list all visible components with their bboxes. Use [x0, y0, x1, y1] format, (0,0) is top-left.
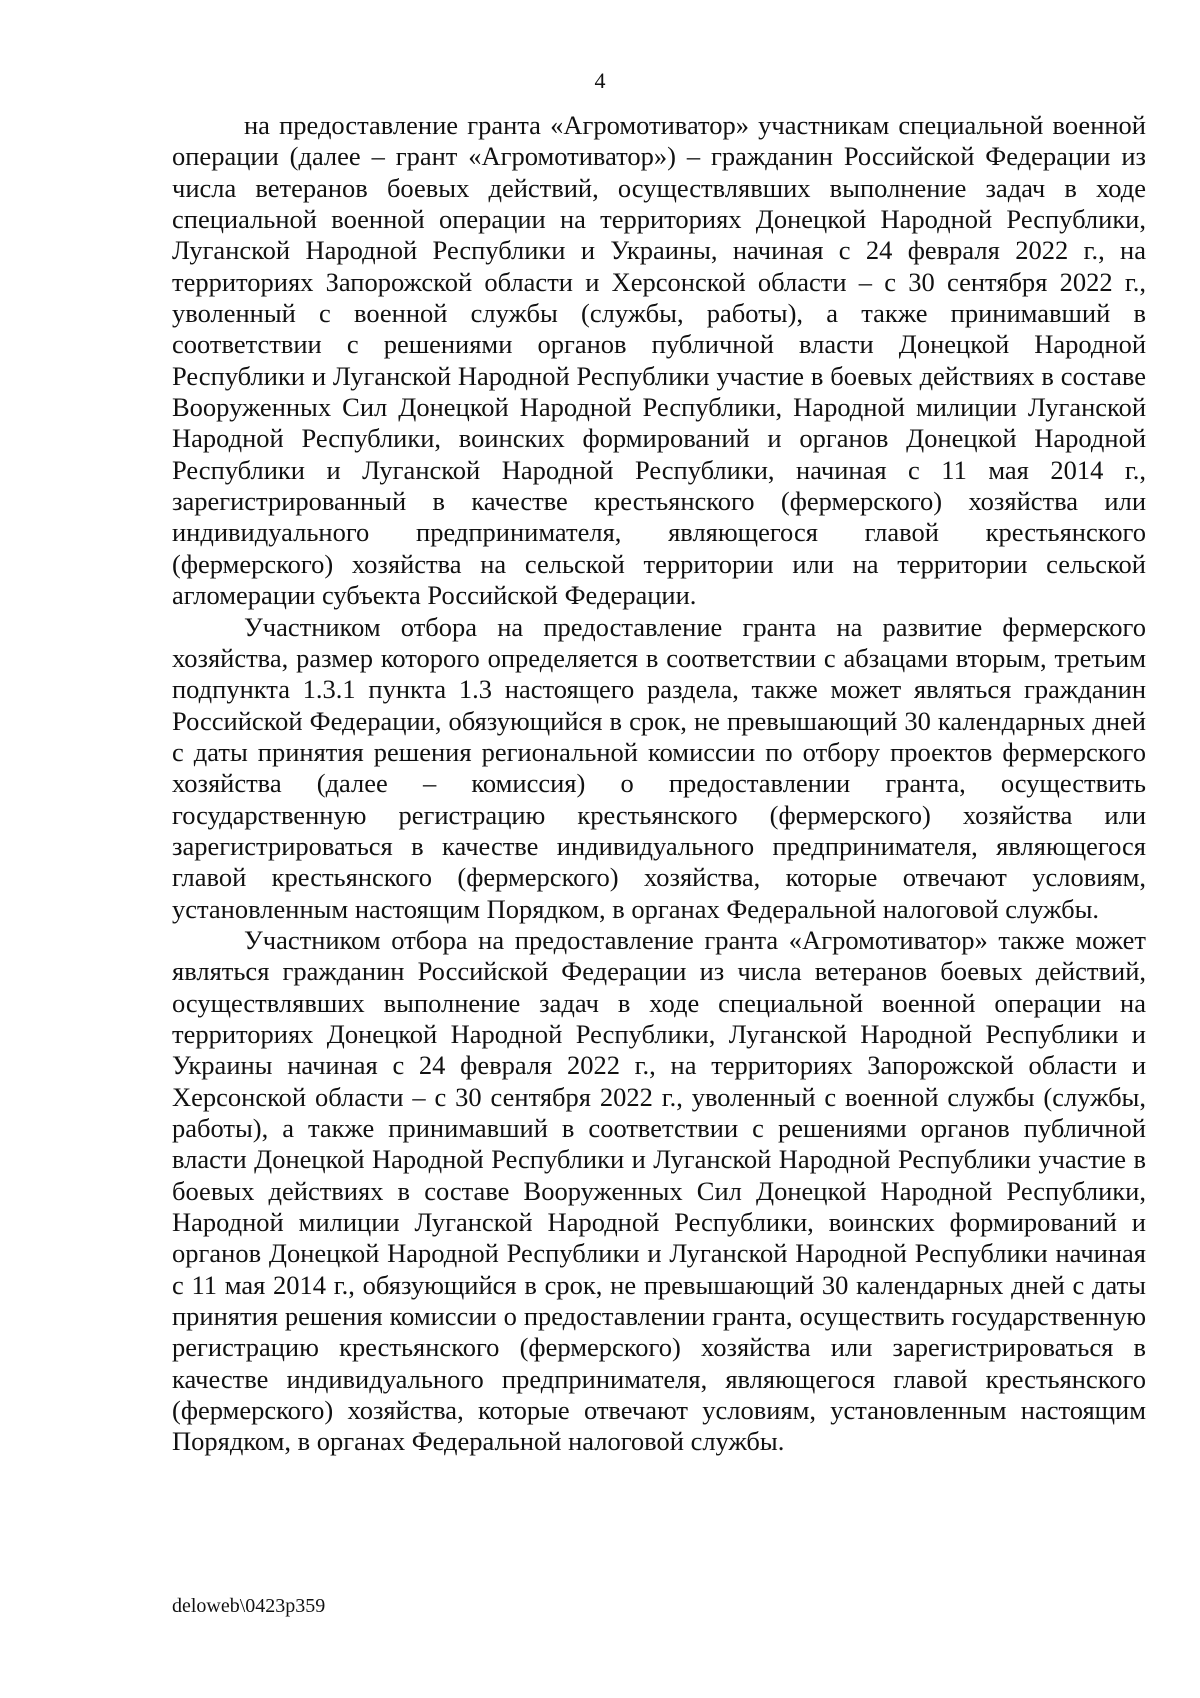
paragraph-grant-definition-continuation: на предоставление гранта «Агромотиватор» участникам специальной военной операции (далее – грант «Агромотиватор») – гражданин Российской Федерации из числа ветеранов боевых действий, осуществлявших выполнение задач в ходе специальной военной операции на территориях Донецкой Народной Республики, Луганской Народной Республики и Украины, начиная с 24 февраля 2022 г., на территориях Запорожской области и Херсонской области – с 30 сентября 2022 г., уволенный с военной службы (службы, работы), а также принимавший в соответствии с решениями органов публичной власти Донецкой Народной Республики и Луганской Народной Республики участие в боевых действиях в составе Вооруженных Сил Донецкой Народной Республики, Народной милиции Луганской Народной Республики, воинских формирований и органов Донецкой Народной Республики и Луганской Народной Республики, начиная с 11 мая 2014 г., зарегистрированный в качестве крестьянского (фермерского) хозяйства или индивидуального предпринимателя, являющегося главой крестьянского (фермерского) хозяйства на сельской территории или на территории сельской агломерации субъекта Российской Федерации.	[172, 110, 1146, 611]
document-body	[172, 110, 1146, 1458]
paragraph-agromotivator-participant: Участником отбора на предоставление гранта «Агромотиватор» также может являться гражданин Российской Федерации из числа ветеранов боевых действий, осуществлявших выполнение задач в ходе специальной военной операции на территориях Донецкой Народной Республики, Луганской Народной Республики и Украины начиная с 24 февраля 2022 г., на территориях Запорожской области и Херсонской области – с 30 сентября 2022 г., уволенный с военной службы (службы, работы), а также принимавший в соответствии с решениями органов публичной власти Донецкой Народной Республики и Луганской Народной Республики участие в боевых действиях в составе Вооруженных Сил Донецкой Народной Республики, Народной милиции Луганской Народной Республики, воинских формирований и органов Донецкой Народной Республики и Луганской Народной Республики начиная с 11 мая 2014 г., обязующийся в срок, не превышающий 30 календарных дней с даты принятия решения комиссии о предоставлении гранта, осуществить государственную регистрацию крестьянского (фермерского) хозяйства или зарегистрироваться в качестве индивидуального предпринимателя, являющегося главой крестьянского (фермерского) хозяйства, которые отвечают условиям, установленным настоящим Порядком, в органах Федеральной налоговой службы.	[172, 924, 1146, 1457]
document-reference-code: deloweb\0423p359	[172, 1595, 326, 1617]
page-number: 4	[594, 68, 606, 93]
paragraph-farm-grant-participant: Участником отбора на предоставление гранта на развитие фермерского хозяйства, размер которого определяется в соответствии с абзацами вторым, третьим подпункта 1.3.1 пункта 1.3 настоящего раздела, также может являться гражданин Российской Федерации, обязующийся в срок, не превышающий 30 календарных дней с даты принятия решения региональной комиссии по отбору проектов фермерского хозяйства (далее – комиссия) о предоставлении гранта, осуществить государственную регистрацию крестьянского (фермерского) хозяйства или зарегистрироваться в качестве индивидуального предпринимателя, являющегося главой крестьянского (фермерского) хозяйства, которые отвечают условиям, установленным настоящим Порядком, в органах Федеральной налоговой службы.	[172, 611, 1146, 924]
